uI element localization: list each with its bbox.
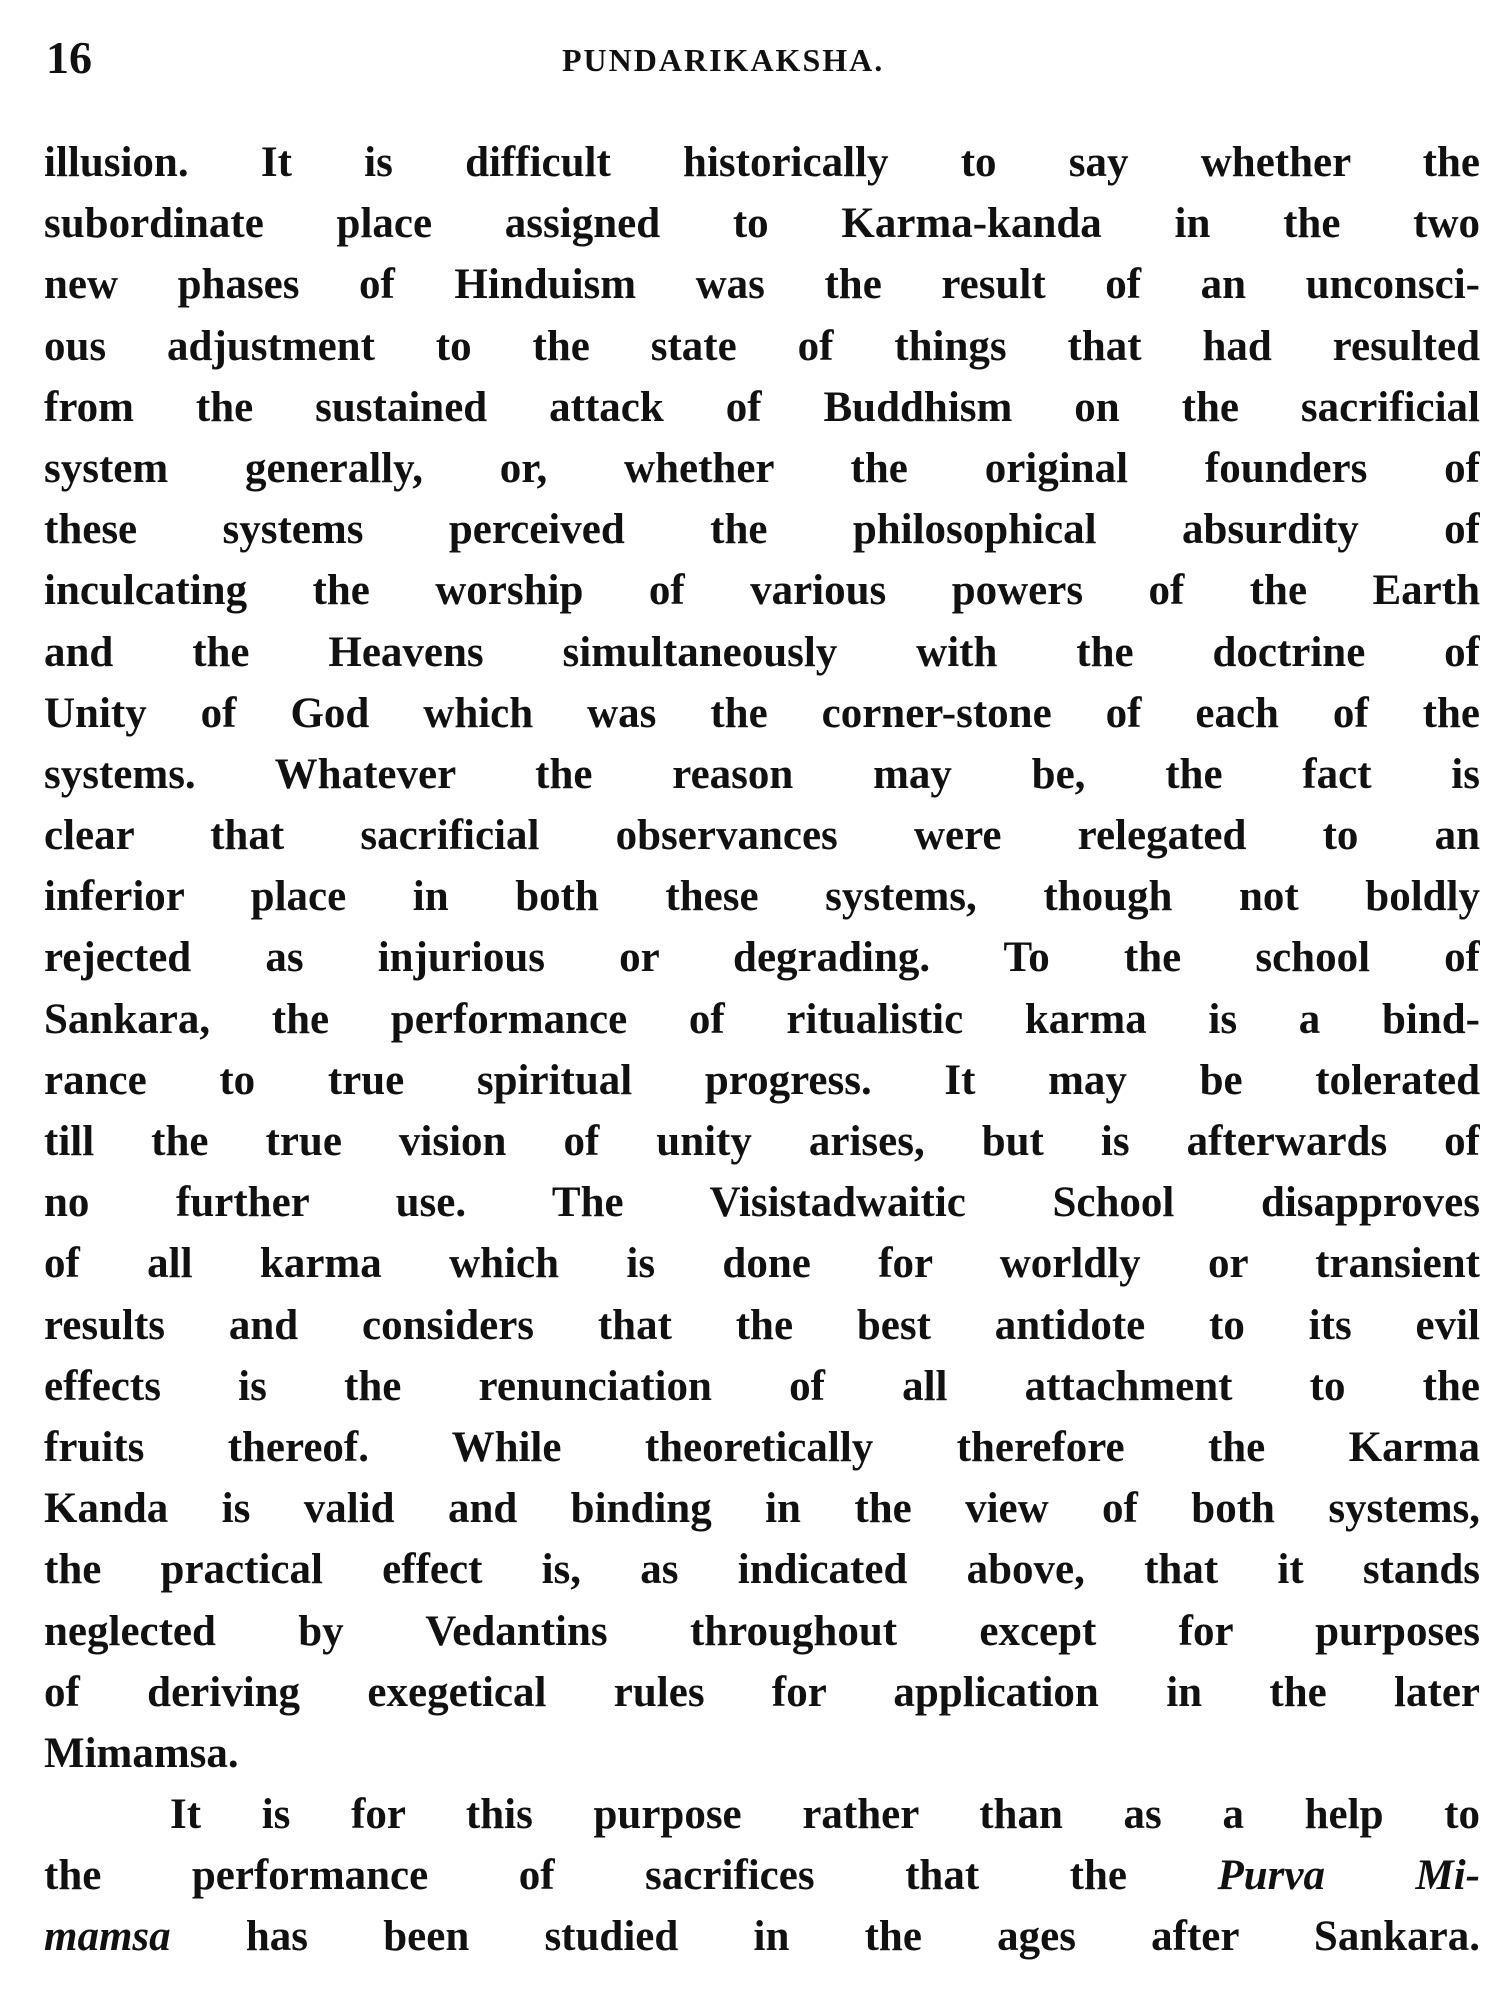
text-line: rance to true spiritual progress. It may be tolerated <box>44 1056 1480 1104</box>
text-line: ous adjustment to the state of things that had resulted <box>44 322 1480 370</box>
italic-title: Purva Mi- <box>1217 1852 1480 1900</box>
text-line: illusion. It is difficult historically to say whether the <box>44 139 1480 186</box>
text-run: has been studied in the ages after Sankara. <box>170 1913 1480 1961</box>
text-line: neglected by Vedantins throughout except for purposes <box>44 1607 1480 1655</box>
text-line: the practical effect is, as indicated above, that it stands <box>44 1546 1480 1594</box>
paragraph-first-line: It is for this purpose rather than as a help to <box>170 1791 1480 1839</box>
text-line: Sankara, the performance of ritualistic karma is a bind- <box>44 995 1480 1043</box>
text-run: the performance of sacrifices that the <box>44 1852 1218 1900</box>
text-line <box>44 1845 1480 1906</box>
text-line: clear that sacrificial observances were relegated to an <box>44 812 1480 860</box>
body-text <box>44 132 1480 1968</box>
text-line: inculcating the worship of various powers of the Earth <box>44 567 1480 615</box>
text-line: new phases of Hinduism was the result of an unconsci- <box>44 261 1480 309</box>
text-line: rejected as injurious or degrading. To the school of <box>44 934 1480 982</box>
text-line: inferior place in both these systems, though not boldly <box>44 873 1480 921</box>
text-line: till the true vision of unity arises, but is afterwards of <box>44 1118 1480 1165</box>
text-line: no further use. The Visistadwaitic School disapproves <box>44 1179 1480 1227</box>
text-line: system generally, or, whether the original founders of <box>44 444 1480 492</box>
text-line: and the Heavens simultaneously with the doctrine of <box>44 628 1480 676</box>
text-line: fruits thereof. While theoretically therefore the Karma <box>44 1423 1480 1471</box>
running-head: PUNDARIKAKSHA. <box>562 42 885 78</box>
italic-title: mamsa <box>44 1913 171 1961</box>
text-line: these systems perceived the philosophical absurdity of <box>44 506 1480 554</box>
text-line: systems. Whatever the reason may be, the fact is <box>44 750 1480 798</box>
text-line: Mimamsa. <box>44 1729 239 1777</box>
text-line: results and considers that the best antidote to its evil <box>44 1301 1480 1349</box>
text-line: of deriving exegetical rules for application in the later <box>44 1668 1480 1716</box>
text-line: effects is the renunciation of all attachment to the <box>44 1362 1480 1410</box>
text-line: of all karma which is done for worldly or transient <box>44 1240 1480 1288</box>
text-line: Kanda is valid and binding in the view of both systems, <box>44 1485 1480 1533</box>
text-line: from the sustained attack of Buddhism on the sacrificial <box>44 383 1480 431</box>
page-header <box>42 28 1452 98</box>
text-line <box>44 1906 1480 1967</box>
page-number: 16 <box>46 32 92 83</box>
text-line: Unity of God which was the corner-stone of each of the <box>44 689 1480 737</box>
text-line: subordinate place assigned to Karma-kanda in the two <box>44 200 1480 248</box>
